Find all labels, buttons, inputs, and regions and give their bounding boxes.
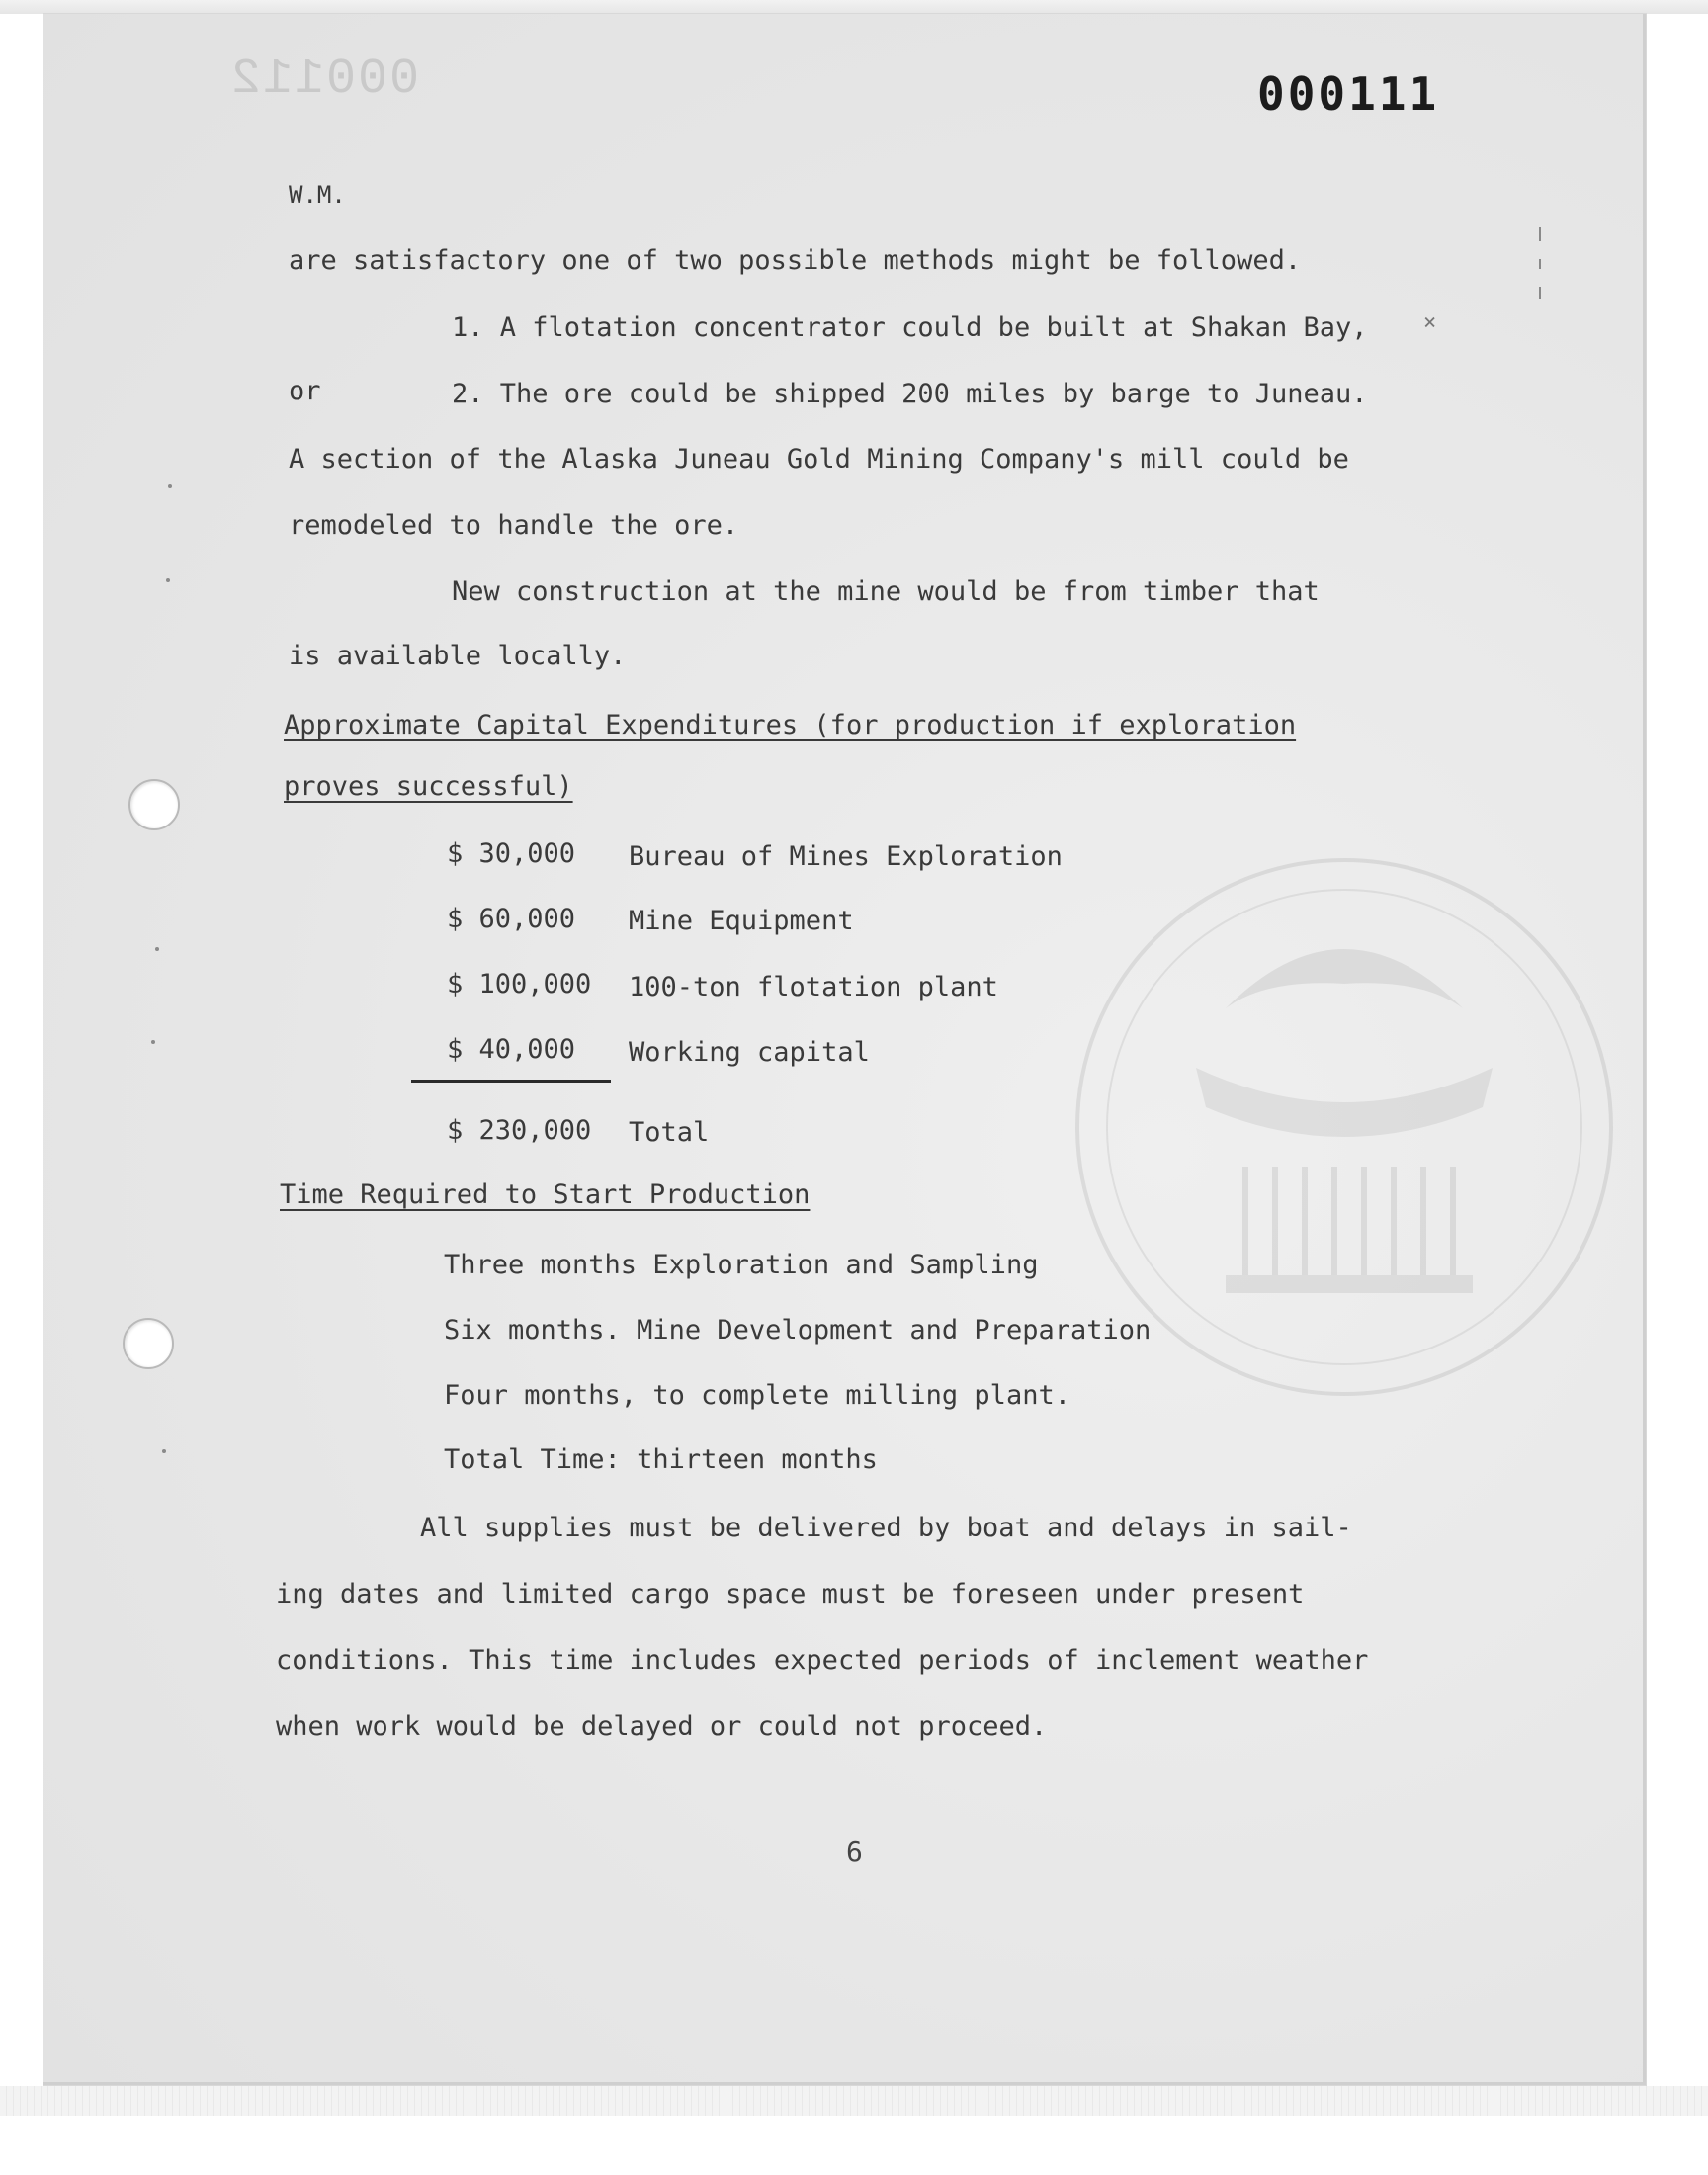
scan-edge-bottom <box>0 2086 1708 2116</box>
page-number: 6 <box>846 1835 863 1868</box>
page-stamp-number: 000111 <box>1257 67 1440 121</box>
expense-label: Mine Equipment <box>629 906 854 936</box>
or-label: or <box>289 376 321 406</box>
paragraph1-line1: are satisfactory one of two possible methods might be followed. <box>289 245 1302 276</box>
paragraph1-line4: A section of the Alaska Juneau Gold Mining Company's mill could be <box>289 444 1349 475</box>
initials: W.M. <box>289 181 346 209</box>
expense-amount: $ 30,000 <box>447 838 576 869</box>
paragraph2-line2: is available locally. <box>289 641 627 671</box>
time-line: Six months. Mine Development and Preparation <box>444 1315 1152 1346</box>
expense-label: 100-ton flotation plant <box>629 972 998 1002</box>
punch-hole-top <box>128 779 180 830</box>
time-line: Total Time: thirteen months <box>444 1444 878 1475</box>
time-heading: Time Required to Start Production <box>280 1179 811 1210</box>
total-amount: $ 230,000 <box>447 1115 592 1146</box>
expense-amount: $ 100,000 <box>447 969 592 1000</box>
speck <box>155 947 159 951</box>
total-label: Total <box>629 1117 710 1148</box>
paragraph1-item2: 2. The ore could be shipped 200 miles by barge to Juneau. <box>452 379 1368 409</box>
paragraph1-item1: 1. A flotation concentrator could be built at Shakan Bay, <box>452 312 1368 343</box>
paragraph3-line2: ing dates and limited cargo space must be foreseen under present <box>276 1579 1305 1610</box>
speck <box>168 484 172 488</box>
watermark-seal-icon <box>1048 811 1641 1453</box>
expense-amount: $ 60,000 <box>447 904 576 934</box>
margin-tick <box>1539 227 1541 241</box>
capital-heading-line2: proves successful) <box>284 771 573 802</box>
paragraph3-line1: All supplies must be delivered by boat and delays in sail- <box>420 1513 1352 1543</box>
margin-tick <box>1539 259 1541 269</box>
speck <box>166 578 170 582</box>
speck <box>162 1449 166 1453</box>
time-line: Three months Exploration and Sampling <box>444 1250 1039 1280</box>
check-mark-icon: × <box>1423 310 1437 335</box>
ghost-page-number: 000112 <box>229 51 420 108</box>
time-line: Four months, to complete milling plant. <box>444 1380 1070 1411</box>
expense-label: Working capital <box>629 1037 870 1068</box>
paragraph3-line4: when work would be delayed or could not proceed. <box>276 1711 1048 1742</box>
margin-tick <box>1539 287 1541 299</box>
paragraph2-line1: New construction at the mine would be from timber that <box>452 576 1320 607</box>
scan-edge-top <box>0 0 1708 14</box>
paragraph1-line5: remodeled to handle the ore. <box>289 510 739 541</box>
expense-label: Bureau of Mines Exploration <box>629 841 1063 872</box>
paragraph3-line3: conditions. This time includes expected periods of inclement weather <box>276 1645 1369 1676</box>
speck <box>151 1040 155 1044</box>
sum-rule <box>411 1080 611 1083</box>
expense-amount: $ 40,000 <box>447 1034 576 1065</box>
punch-hole-bottom <box>123 1318 174 1369</box>
capital-heading-line1: Approximate Capital Expenditures (for production if exploration <box>284 710 1297 740</box>
